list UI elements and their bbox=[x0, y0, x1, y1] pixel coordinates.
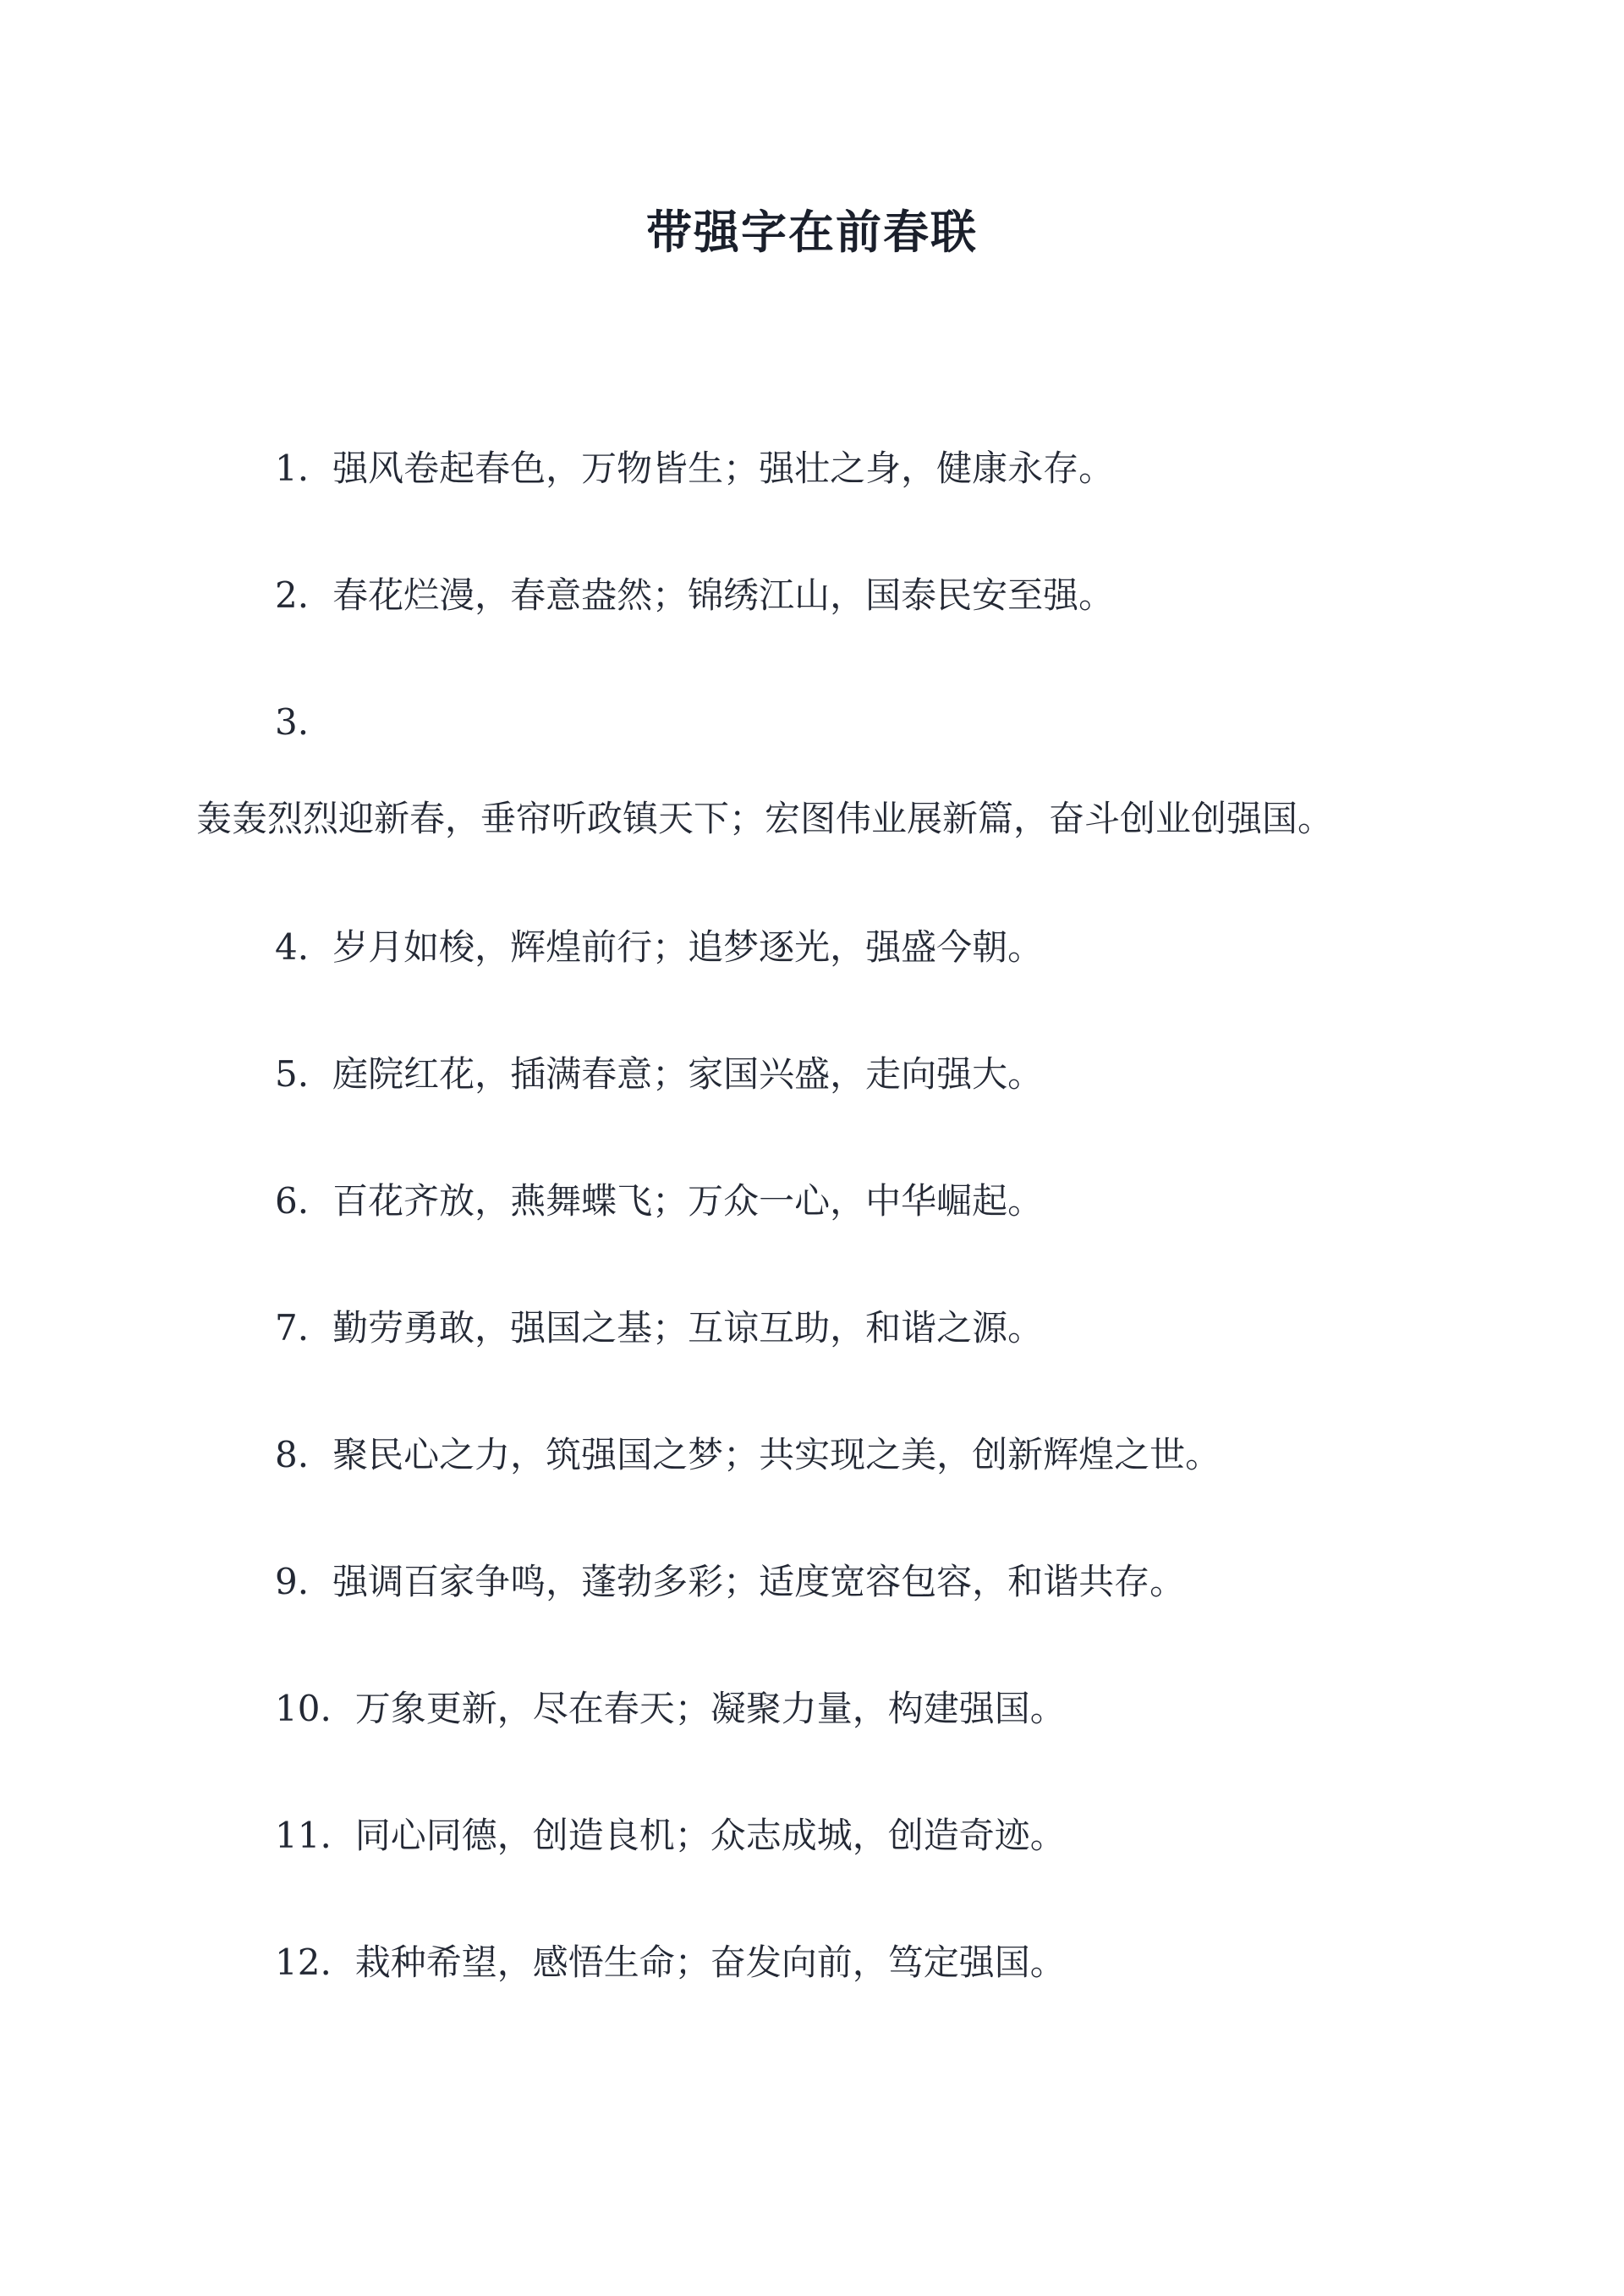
list-item bbox=[275, 1305, 1043, 1352]
item-number: 4. bbox=[275, 926, 310, 968]
page-title: 带强字在前春联 bbox=[646, 205, 978, 259]
item-text: 勤劳勇敢，强国之基；互谅互助，和谐之源。 bbox=[332, 1307, 1044, 1348]
item-text: 万象更新，尽在春天；凝聚力量，构建强国。 bbox=[354, 1688, 1066, 1729]
item-number: 9. bbox=[275, 1561, 310, 1602]
item-number: 6. bbox=[275, 1180, 310, 1222]
item-text: 轰轰烈烈迎新春，垂帘听政镇天下；宏图伟业展新篇，奋斗创业创强国。 bbox=[196, 798, 1334, 839]
list-item bbox=[275, 1812, 1066, 1859]
item-number: 12. bbox=[275, 1942, 332, 1983]
item-text: 岁月如梭，辉煌前行；追梦逐光，强盛今朝。 bbox=[332, 926, 1044, 968]
item-number: 5. bbox=[275, 1053, 310, 1095]
item-number: 3. bbox=[275, 701, 310, 743]
item-number: 10. bbox=[275, 1688, 332, 1729]
list-item bbox=[275, 924, 1043, 971]
list-item bbox=[275, 1051, 1043, 1098]
item-text: 同心同德，创造良机；众志成城，创造奇迹。 bbox=[354, 1815, 1066, 1856]
list-item bbox=[275, 1431, 1221, 1479]
item-text: 强风卷起春色，万物皆生；强壮之身，健康永存。 bbox=[332, 448, 1115, 489]
list-item bbox=[275, 1939, 1066, 1986]
list-item bbox=[275, 1685, 1066, 1733]
item-text: 春花烂漫，春意盎然；锦绣江山，国泰民安至强。 bbox=[332, 574, 1115, 616]
item-number: 8. bbox=[275, 1434, 310, 1475]
item-text: 庭院红花，插满春意；家国兴盛，走向强大。 bbox=[332, 1053, 1044, 1095]
item-number: 1. bbox=[275, 448, 310, 489]
list-item bbox=[275, 572, 1114, 619]
list-item bbox=[275, 445, 1114, 492]
list-item bbox=[275, 1558, 1185, 1606]
item-number: 7. bbox=[275, 1307, 310, 1348]
item-number: 2. bbox=[275, 574, 310, 616]
list-item bbox=[275, 1178, 1043, 1225]
list-item-wrapped-text bbox=[196, 795, 1333, 843]
item-text: 强调百家争鸣，蓬勃多彩；适度宽容包容，和谐共存。 bbox=[332, 1561, 1186, 1602]
item-number: 11. bbox=[275, 1815, 332, 1856]
item-text: 栽种希望，感悟生命；奋发向前，笃定强国。 bbox=[354, 1942, 1066, 1983]
item-text: 聚民心之力，筑强国之梦；共实现之美，创新辉煌之世。 bbox=[332, 1434, 1221, 1475]
item-text: 百花齐放，燕舞蝶飞；万众一心，中华崛起。 bbox=[332, 1180, 1044, 1222]
list-item-number-only bbox=[275, 699, 332, 746]
